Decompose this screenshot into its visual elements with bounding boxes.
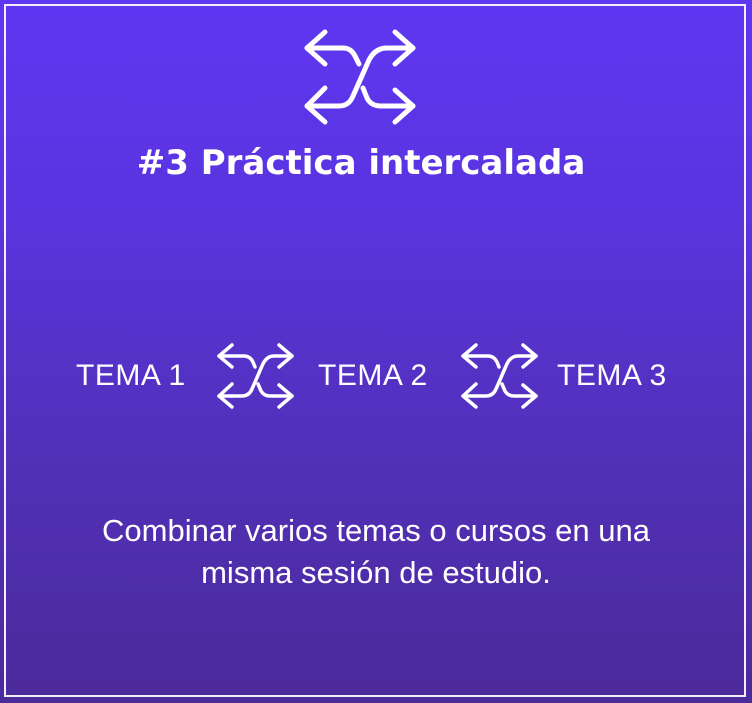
description-line-2: misma sesión de estudio.: [201, 555, 551, 590]
topic-3: TEMA 3: [557, 359, 667, 392]
shuffle-icon: [212, 340, 300, 412]
shuffle-icon: [295, 22, 425, 130]
page-title: #3 Práctica intercalada: [136, 143, 586, 183]
topics-row: [0, 340, 752, 414]
description-line-1: Combinar varios temas o cursos en una: [102, 513, 650, 548]
description: [0, 510, 752, 594]
topic-1: TEMA 1: [76, 359, 186, 392]
topic-2: TEMA 2: [318, 359, 428, 392]
shuffle-icon: [456, 340, 544, 412]
